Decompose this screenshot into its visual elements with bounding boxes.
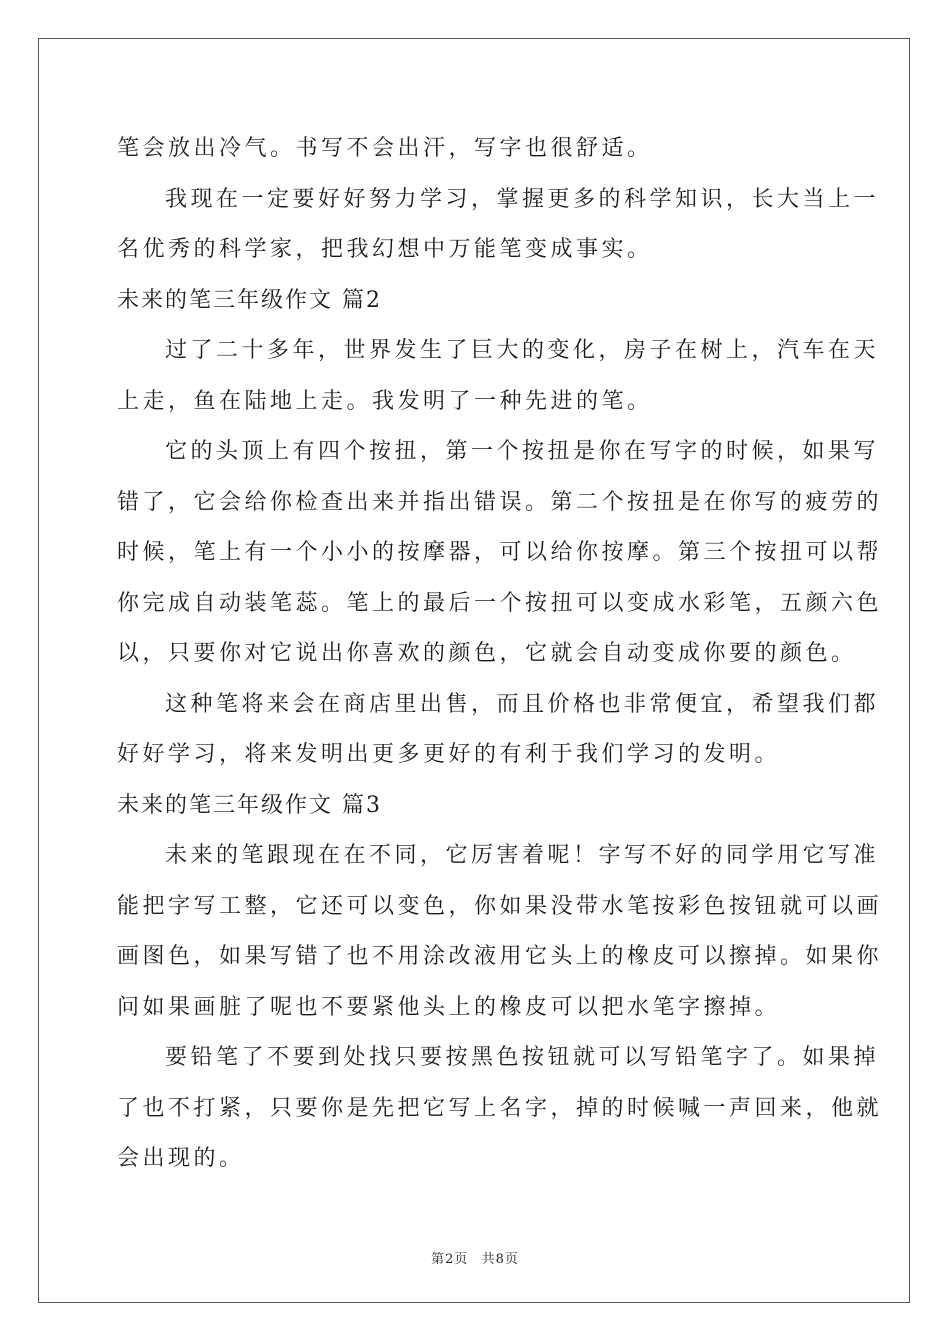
text-line: 上走，鱼在陆地上走。我发明了一种先进的笔。 [117, 388, 653, 414]
text-line: 了也不打紧，只要你是先把它写上名字，掉的时候喊一声回来，他就 [117, 1095, 883, 1121]
paragraph-start: 过了二十多年，世界发生了巨大的变化，房子在树上，汽车在天 [165, 338, 880, 363]
text-line: 错了，它会给你检查出来并指出错误。第二个按扭是在你写的疲劳的 [117, 489, 883, 515]
section-heading: 未来的笔三年级作文 篇2 [117, 287, 382, 313]
paragraph-start: 它的头顶上有四个按扭，第一个按扭是你在写字的时候，如果写 [165, 439, 880, 464]
paragraph-start: 要铅笔了不要到处找只要按黑色按钮就可以写铅笔字了。如果掉 [165, 1045, 880, 1070]
paragraph-start: 这种笔将来会在商店里出售，而且价格也非常便宜，希望我们都 [165, 691, 880, 717]
text-line: 会出现的。 [117, 1146, 245, 1171]
text-line: 笔会放出冷气。书写不会出汗，写字也很舒适。 [117, 136, 653, 161]
paragraph-start: 我现在一定要好好努力学习，掌握更多的科学知识，长大当上一 [165, 186, 880, 212]
page-total: 共8页 [481, 1252, 519, 1267]
text-line: 好好学习，将来发明出更多更好的有利于我们学习的发明。 [117, 742, 781, 767]
page-footer [0, 1248, 950, 1267]
text-line: 画图色，如果写错了也不用涂改液用它头上的橡皮可以擦掉。如果你 [117, 944, 883, 969]
text-line: 以，只要你对它说出你喜欢的颜色，它就会自动变成你要的颜色。 [117, 641, 857, 666]
text-line: 问如果画脏了呢也不要紧他头上的橡皮可以把水笔字擦掉。 [117, 994, 781, 1020]
text-line: 你完成自动装笔蕊。笔上的最后一个按扭可以变成水彩笔，五颜六色 [117, 590, 883, 616]
page-number: 第2页 [431, 1252, 469, 1267]
text-line: 能把字写工整，它还可以变色，你如果没带水笔按彩色按钮就可以画 [117, 893, 883, 919]
text-line: 时候，笔上有一个小小的按摩器，可以给你按摩。第三个按扭可以帮 [117, 540, 883, 565]
paragraph-start: 未来的笔跟现在在不同，它厉害着呢！字写不好的同学用它写准 [165, 843, 880, 868]
document-body [117, 124, 883, 1185]
text-line: 名优秀的科学家，把我幻想中万能笔变成事实。 [117, 237, 653, 262]
section-heading: 未来的笔三年级作文 篇3 [117, 792, 382, 818]
